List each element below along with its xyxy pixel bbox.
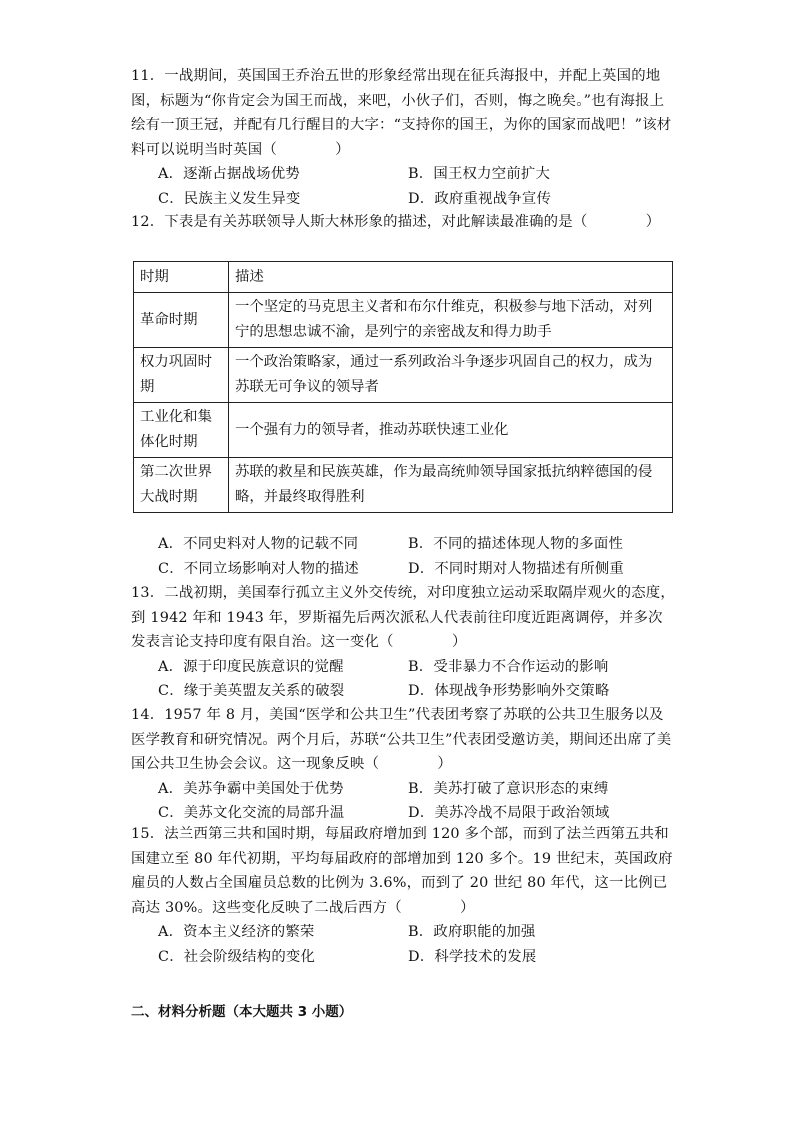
question-15	[131, 822, 676, 970]
option-c: C．民族主义发生异变	[158, 190, 301, 207]
question-12-stem: 12．下表是有关苏联领导人斯大林形象的描述，对此解读最准确的是（ ）	[131, 214, 661, 230]
table-cell-period: 革命时期	[134, 293, 229, 348]
question-14	[131, 703, 676, 826]
question-15-stem: 15．法兰西第三共和国时期，每届政府增加到 120 多个部，而到了法兰西第五共和国建立至 80 年代初期，平均每届政府的部增加到 120 多个。19 世纪末，英国政府雇员的人数占全国雇员总数的比例为 3.6%，而到了 20 世纪 80 年代，这一比例已高达 30%。这些变化反映了二战后西方（ ）	[131, 826, 673, 916]
table-cell-period: 第二次世界大战时期	[134, 458, 229, 513]
question-11-stem: 11．一战期间，英国国王乔治五世的形象经常出现在征兵海报中，并配上英国的地图，标题为“你肯定会为国王而战，来吧，小伙子们，否则，悔之晚矣。”也有海报上绘有一顶王冠，并配有几行醒目的大字：“支持你的国王，为你的国家而战吧！”该材料可以说明当时英国（ ）	[131, 68, 672, 158]
option-d: D．科学技术的发展	[408, 948, 537, 965]
option-c: C．社会阶级结构的变化	[158, 948, 316, 965]
table-cell-period: 权力巩固时期	[134, 348, 229, 403]
option-a: A．美苏争霸中美国处于优势	[158, 780, 344, 797]
question-12-options	[131, 532, 676, 581]
option-b: B．不同的描述体现人物的多面性	[408, 536, 624, 552]
table-row	[134, 293, 673, 348]
table-row	[134, 348, 673, 403]
question-11	[131, 64, 676, 212]
question-15-options	[131, 920, 676, 969]
question-14-options	[131, 777, 676, 826]
option-a: A．资本主义经济的繁荣	[158, 924, 315, 941]
table-cell-description: 一个强有力的领导者，推动苏联快速工业化	[229, 403, 673, 458]
question-13-stem: 13．二战初期，美国奉行孤立主义外交传统，对印度独立运动采取隔岸观火的态度，到 1942 年和 1943 年，罗斯福先后两次派私人代表前往印度近距离调停，并多次发表言论支持印度有限自治。这一变化（ ）	[131, 585, 675, 651]
question-13	[131, 581, 676, 704]
table-cell-description: 苏联的救星和民族英雄，作为最高统帅领导国家抵抗纳粹德国的侵略，并最终取得胜利	[229, 458, 673, 513]
option-c: C．美苏文化交流的局部升温	[158, 805, 345, 822]
option-b: B．国王权力空前扩大	[408, 166, 551, 183]
question-13-options	[131, 655, 676, 704]
option-b: B．政府职能的加强	[408, 924, 536, 941]
option-a: A．逐渐占据战场优势	[158, 166, 300, 183]
option-a: A．不同史料对人物的记载不同	[158, 536, 359, 552]
option-c: C．不同立场影响对人物的描述	[158, 560, 359, 577]
table-header-row	[134, 262, 673, 293]
table-header-description: 描述	[229, 262, 673, 293]
option-d: D．体现战争形势影响外交策略	[408, 683, 610, 700]
option-b: B．美苏打破了意识形态的束缚	[408, 780, 609, 797]
table-cell-period: 工业化和集体化时期	[134, 403, 229, 458]
question-12	[131, 210, 676, 235]
question-11-options	[131, 162, 676, 211]
section-2-heading: 二、材料分析题（本大题共 3 小题）	[131, 1004, 353, 1020]
option-b: B．受非暴力不合作运动的影响	[408, 658, 609, 675]
option-a: A．源于印度民族意识的觉醒	[158, 658, 344, 675]
option-c: C．缘于美英盟友关系的破裂	[158, 683, 345, 700]
option-d: D．美苏冷战不局限于政治领域	[408, 805, 610, 822]
question-14-stem: 14．1957 年 8 月，美国“医学和公共卫生”代表团考察了苏联的公共卫生服务以及医学教育和研究情况。两个月后，苏联“公共卫生”代表团受邀访美，期间还出席了美国公共卫生协会会议。这一现象反映（ ）	[131, 707, 672, 773]
table-header-period: 时期	[134, 262, 229, 293]
stalin-description-table	[133, 261, 673, 513]
option-d: D．不同时期对人物描述有所侧重	[408, 560, 625, 577]
option-d: D．政府重视战争宣传	[408, 190, 552, 207]
table-row	[134, 458, 673, 513]
table-row	[134, 403, 673, 458]
table-cell-description: 一个坚定的马克思主义者和布尔什维克，积极参与地下活动，对列宁的思想忠诚不渝，是列宁的亲密战友和得力助手	[229, 293, 673, 348]
table-cell-description: 一个政治策略家，通过一系列政治斗争逐步巩固自己的权力，成为苏联无可争议的领导者	[229, 348, 673, 403]
